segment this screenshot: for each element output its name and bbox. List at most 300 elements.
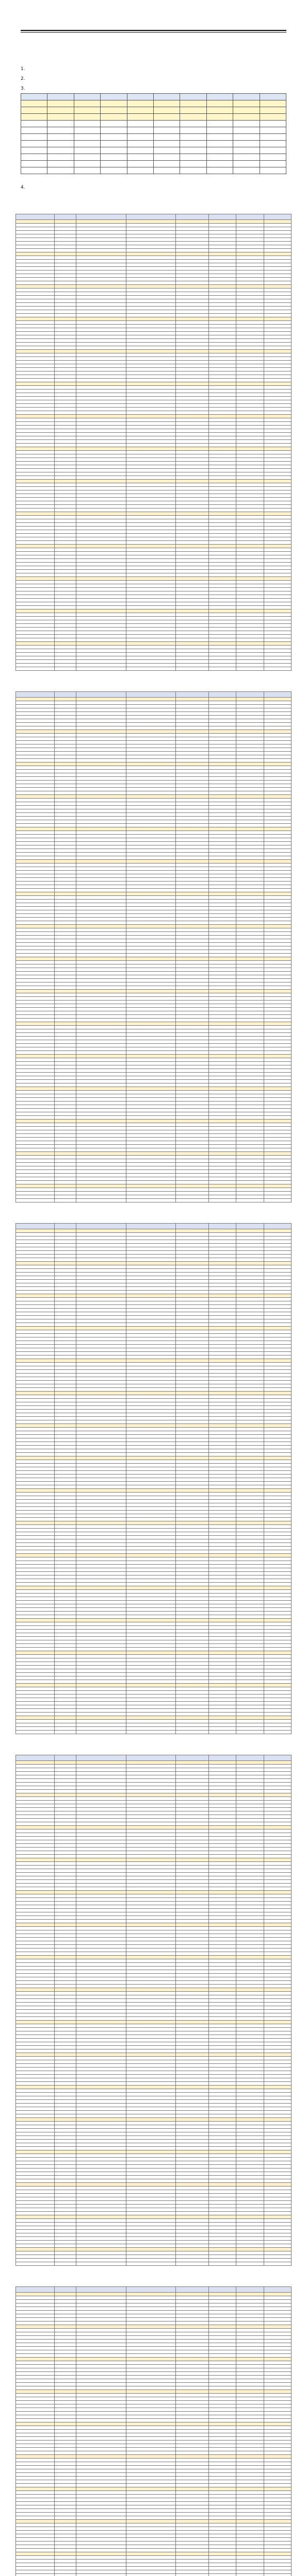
rank-cell <box>126 530 175 534</box>
rank-cell <box>126 653 175 656</box>
rank-cell <box>264 1840 291 1844</box>
rank-cell <box>208 827 236 831</box>
rank-cell <box>236 494 264 498</box>
rank-cell <box>126 325 175 328</box>
rank-row <box>16 1319 292 1323</box>
rank-cell <box>175 2158 208 2161</box>
rank-cell <box>126 1163 175 1166</box>
rank-row <box>16 314 292 317</box>
rank-row <box>16 584 292 588</box>
rank-cell <box>208 1594 236 1597</box>
rank-cell <box>126 1112 175 1116</box>
rank-row <box>16 882 292 885</box>
rank-cell <box>126 1673 175 1676</box>
rank-cell <box>54 820 76 824</box>
rank-cell <box>208 1622 236 1626</box>
rank-cell <box>76 1305 126 1309</box>
rank-cell <box>126 289 175 292</box>
rank-cell <box>175 1992 208 1995</box>
rank-cell <box>16 1044 55 1047</box>
rank-cell <box>76 1898 126 1902</box>
rank-cell <box>236 667 264 671</box>
rank-cell <box>236 979 264 982</box>
rank-cell <box>175 784 208 788</box>
rank-cell <box>236 1503 264 1507</box>
notice-item-no: 2. <box>21 76 25 81</box>
rank-cell <box>54 1359 76 1363</box>
rank-cell <box>16 1956 55 1959</box>
rank-cell <box>208 465 236 469</box>
rank-cell <box>76 2205 126 2208</box>
rank-cell <box>236 285 264 289</box>
rank-cell <box>16 656 55 660</box>
rank-cell <box>16 1579 55 1583</box>
rank-cell <box>175 2057 208 2060</box>
rank-cell <box>175 1793 208 1797</box>
rank-cell <box>175 480 208 483</box>
rank-cell <box>126 281 175 285</box>
rank-cell <box>54 1793 76 1797</box>
rank-row <box>16 1945 292 1948</box>
rank-cell <box>236 1808 264 1811</box>
rank-cell <box>76 2219 126 2223</box>
rank-cell <box>236 1236 264 1240</box>
rank-cell <box>208 2057 236 2060</box>
rank-cell <box>236 1464 264 1467</box>
rank-cell <box>264 415 291 418</box>
rank-cell <box>208 537 236 541</box>
rank-cell <box>264 802 291 806</box>
rank-cell <box>54 429 76 433</box>
rank-cell <box>16 516 55 519</box>
rank-cell <box>208 545 236 548</box>
rank-cell <box>175 1837 208 1840</box>
rank-row <box>16 1366 292 1370</box>
rank-cell <box>236 1920 264 1923</box>
rank-cell <box>54 1518 76 1521</box>
rank-cell <box>236 1399 264 1402</box>
rank-cell <box>264 599 291 602</box>
rank-cell <box>76 1963 126 1967</box>
rank-cell <box>175 357 208 361</box>
rank-cell <box>208 440 236 444</box>
rank-cell <box>76 723 126 726</box>
rank-cell <box>264 1833 291 1837</box>
rank-cell <box>126 422 175 426</box>
summary-cell <box>206 147 233 154</box>
rank-cell <box>54 2205 76 2208</box>
rank-cell <box>264 885 291 889</box>
summary-cell <box>74 154 100 161</box>
rank-row <box>16 1772 292 1775</box>
rank-cell <box>208 1963 236 1967</box>
rank-cell <box>126 1083 175 1087</box>
rank-row <box>16 979 292 982</box>
rank-row <box>16 1233 292 1236</box>
rank-cell <box>76 1384 126 1388</box>
rank-cell <box>175 1493 208 1496</box>
rank-cell <box>208 307 236 310</box>
rank-cell <box>264 1543 291 1547</box>
rank-cell <box>16 631 55 635</box>
rank-cell <box>175 698 208 701</box>
rank-cell <box>54 1927 76 1930</box>
rank-cell <box>208 1819 236 1822</box>
rank-cell <box>208 842 236 845</box>
rank-cell <box>126 433 175 436</box>
rank-cell <box>208 1229 236 1233</box>
rank-cell <box>76 314 126 317</box>
rank-cell <box>208 979 236 982</box>
rank-row <box>16 1101 292 1105</box>
rank-cell <box>54 1804 76 1808</box>
rank-cell <box>236 791 264 795</box>
rank-cell <box>126 817 175 820</box>
rank-row <box>16 2215 292 2219</box>
rank-cell <box>208 1233 236 1236</box>
rank-cell <box>208 1676 236 1680</box>
rank-cell <box>54 914 76 918</box>
rank-cell <box>236 1087 264 1091</box>
rank-row <box>16 2197 292 2201</box>
rank-cell <box>76 1786 126 1790</box>
rank-cell <box>264 1945 291 1948</box>
rank-cell <box>264 1575 291 1579</box>
rank-cell <box>208 1294 236 1298</box>
rank-cell <box>264 1420 291 1424</box>
rank-cell <box>54 263 76 267</box>
rank-cell <box>54 759 76 762</box>
rank-row <box>16 1687 292 1691</box>
rank-cell <box>236 1779 264 1783</box>
rank-cell <box>54 1377 76 1381</box>
rank-cell <box>126 1601 175 1604</box>
rank-cell <box>175 404 208 408</box>
rank-cell <box>76 2093 126 2096</box>
rank-cell <box>264 292 291 296</box>
rank-cell <box>175 465 208 469</box>
rank-cell <box>16 602 55 606</box>
rank-cell <box>236 646 264 649</box>
rank-cell <box>54 2219 76 2223</box>
rank-cell <box>175 1141 208 1145</box>
rank-cell <box>76 1083 126 1087</box>
rank-cell <box>126 1804 175 1808</box>
rank-cell <box>126 1848 175 1851</box>
rank-cell <box>126 581 175 584</box>
summary-cell <box>153 167 180 174</box>
rank-cell <box>208 1930 236 1934</box>
rank-cell <box>76 2107 126 2111</box>
rank-cell <box>236 1152 264 1156</box>
rank-cell <box>175 961 208 964</box>
rank-cell <box>175 910 208 914</box>
rank-cell <box>264 1815 291 1819</box>
rank-cell <box>175 602 208 606</box>
rank-cell <box>236 1478 264 1482</box>
rank-cell <box>264 1276 291 1280</box>
rank-cell <box>175 950 208 954</box>
rank-cell <box>54 2129 76 2132</box>
rank-cell <box>175 1765 208 1768</box>
rank-cell <box>54 1493 76 1496</box>
rank-cell <box>16 1319 55 1323</box>
rank-cell <box>236 2176 264 2179</box>
rank-cell <box>175 1004 208 1008</box>
rank-row <box>16 480 292 483</box>
summary-cell <box>101 134 127 141</box>
rank-cell <box>236 270 264 274</box>
rank-row <box>16 1676 292 1680</box>
rank-cell <box>16 1851 55 1855</box>
rank-cell <box>236 1174 264 1177</box>
rank-cell <box>175 1797 208 1801</box>
rank-cell <box>175 1015 208 1019</box>
rank-cell <box>126 2024 175 2028</box>
summary-cell <box>74 147 100 154</box>
rank-cell <box>175 1442 208 1446</box>
rank-cell <box>175 1327 208 1330</box>
rank-cell <box>126 1626 175 1630</box>
summary-row <box>21 134 286 141</box>
rank-cell <box>16 1786 55 1790</box>
rank-cell <box>236 1069 264 1073</box>
rank-cell <box>76 1658 126 1662</box>
rank-cell <box>208 245 236 249</box>
rank-cell <box>16 1130 55 1134</box>
rank-cell <box>76 433 126 436</box>
rank-cell <box>264 1880 291 1884</box>
rank-cell <box>175 1037 208 1040</box>
rank-cell <box>175 712 208 716</box>
rank-cell <box>264 606 291 609</box>
rank-row <box>16 1891 292 1894</box>
rank-cell <box>175 1967 208 1970</box>
rank-cell <box>208 2028 236 2031</box>
rank-row <box>16 498 292 501</box>
rank-cell <box>264 1138 291 1141</box>
rank-row <box>16 1008 292 1011</box>
rank-cell <box>264 741 291 744</box>
rank-cell <box>54 2158 76 2161</box>
rank-cell <box>236 1471 264 1475</box>
rank-cell <box>236 1604 264 1608</box>
rank-cell <box>208 990 236 993</box>
rank-cell <box>54 784 76 788</box>
rank-row <box>16 1822 292 1826</box>
rank-cell <box>208 314 236 317</box>
rank-cell <box>54 609 76 613</box>
rank-cell <box>76 1676 126 1680</box>
rank-row <box>16 1094 292 1098</box>
rank-cell <box>16 1305 55 1309</box>
summary-cell <box>206 134 233 141</box>
rank-cell <box>126 537 175 541</box>
rank-cell <box>175 339 208 343</box>
rank-cell <box>264 1554 291 1557</box>
rank-cell <box>54 440 76 444</box>
rank-cell <box>16 2136 55 2140</box>
rank-cell <box>208 1255 236 1258</box>
summary-cell <box>153 127 180 134</box>
rank-cell <box>126 1130 175 1134</box>
rank-row <box>16 1956 292 1959</box>
rank-cell <box>264 1684 291 1687</box>
rank-cell <box>126 1676 175 1680</box>
rank-row <box>16 759 292 762</box>
summary-cell <box>260 107 286 114</box>
rank-cell <box>264 1808 291 1811</box>
rank-cell <box>175 896 208 900</box>
rank-cell <box>208 1597 236 1601</box>
rank-row <box>16 267 292 270</box>
rank-cell <box>208 656 236 660</box>
rank-row <box>16 339 292 343</box>
rank-cell <box>16 1366 55 1370</box>
rank-cell <box>236 2168 264 2172</box>
rank-cell <box>175 1518 208 1521</box>
rank-cell <box>264 1255 291 1258</box>
rank-cell <box>208 1044 236 1047</box>
rank-cell <box>175 1680 208 1684</box>
rank-cell <box>54 404 76 408</box>
rank-cell <box>126 1015 175 1019</box>
rank-cell <box>236 2075 264 2078</box>
rank-cell <box>175 386 208 389</box>
rank-cell <box>264 1601 291 1604</box>
rank-cell <box>175 1547 208 1550</box>
rank-cell <box>175 2042 208 2046</box>
rank-cell <box>76 853 126 856</box>
rank-cell <box>16 498 55 501</box>
rank-cell <box>264 1258 291 1262</box>
rank-cell <box>54 990 76 993</box>
rank-cell <box>76 260 126 263</box>
rank-cell <box>126 1644 175 1648</box>
rank-cell <box>126 1927 175 1930</box>
rank-cell <box>236 624 264 628</box>
rank-cell <box>175 555 208 559</box>
rank-cell <box>175 1594 208 1597</box>
rank-cell <box>54 1680 76 1684</box>
rank-row <box>16 1363 292 1366</box>
rank-cell <box>175 2064 208 2067</box>
rank-cell <box>76 1004 126 1008</box>
rank-cell <box>175 1855 208 1858</box>
rank-cell <box>16 231 55 234</box>
rank-cell <box>208 781 236 784</box>
rank-cell <box>76 1988 126 1992</box>
rank-cell <box>264 1152 291 1156</box>
rank-cell <box>264 296 291 299</box>
rank-cell <box>264 249 291 252</box>
rank-cell <box>236 701 264 705</box>
rank-cell <box>175 2082 208 2086</box>
rank-cell <box>264 1916 291 1920</box>
rank-row <box>16 1156 292 1159</box>
rank-cell <box>236 1514 264 1518</box>
rank-cell <box>175 2194 208 2197</box>
rank-cell <box>54 1471 76 1475</box>
rank-cell <box>175 1869 208 1873</box>
rank-cell <box>236 2212 264 2215</box>
rank-cell <box>175 1181 208 1184</box>
rank-cell <box>208 299 236 303</box>
rank-cell <box>126 1873 175 1876</box>
rank-row <box>16 624 292 628</box>
rank-cell <box>76 1417 126 1420</box>
rank-cell <box>175 1011 208 1015</box>
rank-cell <box>264 350 291 353</box>
rank-cell <box>175 2190 208 2194</box>
rank-header-cell <box>76 692 126 698</box>
rank-row <box>16 220 292 224</box>
rank-cell <box>16 307 55 310</box>
rank-cell <box>264 762 291 766</box>
rank-cell <box>16 2021 55 2024</box>
rank-cell <box>264 939 291 943</box>
rank-cell <box>16 1265 55 1269</box>
rank-cell <box>208 1033 236 1037</box>
rank-cell <box>76 1808 126 1811</box>
rank-cell <box>264 723 291 726</box>
rank-cell <box>264 638 291 642</box>
rank-cell <box>76 1399 126 1402</box>
rank-cell <box>126 784 175 788</box>
rank-cell <box>16 411 55 415</box>
rank-cell <box>54 469 76 472</box>
rank-cell <box>236 1666 264 1669</box>
rank-cell <box>76 1829 126 1833</box>
rank-cell <box>54 498 76 501</box>
rank-cell <box>76 2212 126 2215</box>
rank-cell <box>54 1811 76 1815</box>
rank-cell <box>16 845 55 849</box>
rank-cell <box>16 838 55 842</box>
rank-cell <box>175 1999 208 2003</box>
rank-cell <box>76 2136 126 2140</box>
rank-cell <box>54 1166 76 1170</box>
rank-cell <box>208 498 236 501</box>
rank-cell <box>208 1091 236 1094</box>
rank-cell <box>76 389 126 393</box>
rank-cell <box>208 744 236 748</box>
rank-cell <box>126 545 175 548</box>
summary-cell <box>127 167 153 174</box>
rank-cell <box>126 1869 175 1873</box>
rank-cell <box>208 447 236 451</box>
rank-cell <box>16 1496 55 1500</box>
rank-cell <box>126 831 175 835</box>
rank-cell <box>126 2021 175 2024</box>
rank-cell <box>208 2086 236 2089</box>
rank-cell <box>16 817 55 820</box>
rank-cell <box>16 2057 55 2060</box>
rank-row <box>16 509 292 512</box>
rank-cell <box>208 368 236 371</box>
rank-cell <box>126 925 175 928</box>
rank-cell <box>264 1062 291 1065</box>
rank-cell <box>126 1312 175 1316</box>
rank-row <box>16 527 292 530</box>
rank-cell <box>54 227 76 231</box>
summary-cell <box>74 121 100 127</box>
rank-cell <box>126 1247 175 1251</box>
rank-cell <box>208 1065 236 1069</box>
rank-cell <box>236 1902 264 1905</box>
rank-cell <box>236 698 264 701</box>
rank-row <box>16 892 292 896</box>
